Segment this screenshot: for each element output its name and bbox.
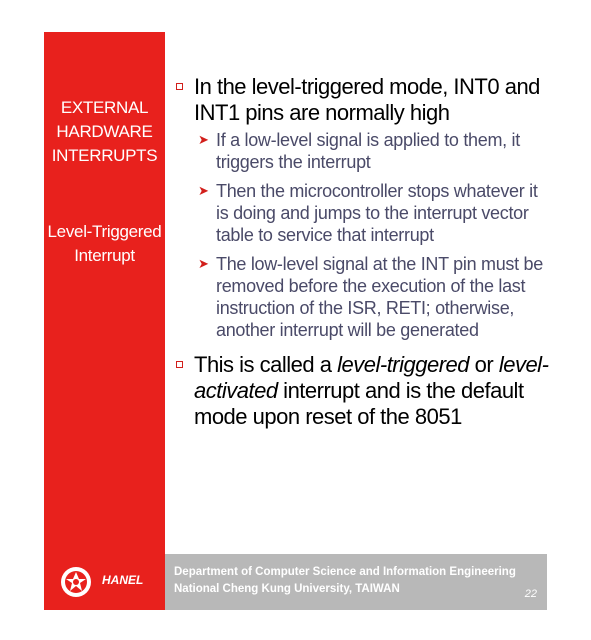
square-bullet-icon: [176, 361, 183, 368]
sub-bullet-text: The low-level signal at the INT pin must be removed before the execution of the last instruction of the ISR, RETI; otherwise, another interrupt will be generated: [216, 254, 543, 340]
bullet-text-mid: or: [469, 352, 499, 377]
bullet-item: [176, 352, 551, 430]
bullet-text-prefix: This is called a: [194, 352, 338, 377]
section-subtitle: [44, 220, 165, 268]
university-seal-icon: [58, 564, 94, 600]
arrow-bullet-icon: ➤: [198, 256, 209, 271]
sub-bullet-text: Then the microcontroller stops whatever it is doing and jumps to the interrupt vector table to service that interrupt: [216, 181, 538, 245]
bullet-emphasis: level-triggered: [337, 352, 470, 377]
sub-bullet-item: [176, 129, 551, 173]
arrow-bullet-icon: ➤: [198, 132, 209, 147]
section-title-line: INTERRUPTS: [51, 146, 158, 165]
section-title: [44, 96, 165, 168]
sub-bullet-item: [176, 180, 551, 246]
section-title-line: EXTERNAL: [60, 98, 149, 117]
section-subtitle-line: Interrupt: [74, 246, 135, 265]
section-title-line: HARDWARE: [56, 122, 153, 141]
sidebar: [44, 32, 165, 554]
bullet-emphasis: level-activated: [194, 352, 549, 403]
footer-info: [165, 554, 547, 610]
section-subtitle-line: Level-Triggered: [47, 222, 162, 241]
department-line: Department of Computer Science and Information Engineering: [174, 566, 516, 578]
page-number: 22: [524, 588, 537, 600]
brand-name: HANEL: [102, 573, 144, 587]
square-bullet-icon: [176, 83, 183, 90]
slide-content: [176, 74, 551, 433]
department-info: [174, 564, 516, 598]
footer-brand: [44, 554, 165, 610]
bullet-item: [176, 74, 551, 126]
bullet-text: In the level-triggered mode, INT0 and INT1 pins are normally high: [194, 74, 540, 125]
arrow-bullet-icon: ➤: [198, 183, 209, 198]
sub-bullet-item: [176, 253, 551, 341]
sub-bullet-text: If a low-level signal is applied to them, it triggers the interrupt: [216, 130, 520, 172]
bullet-text-suffix: interrupt and is the default mode upon reset of the 8051: [194, 378, 524, 429]
university-line: National Cheng Kung University, TAIWAN: [174, 583, 400, 595]
